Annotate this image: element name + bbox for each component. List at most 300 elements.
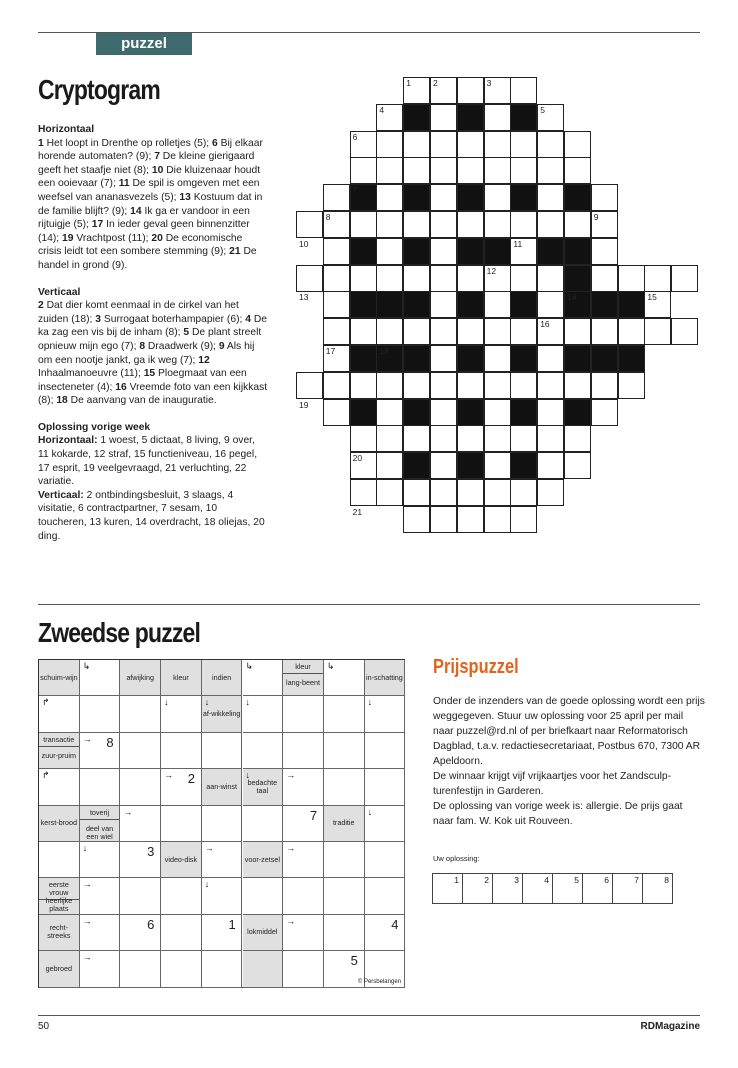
answer-cell[interactable] bbox=[161, 733, 202, 769]
grid-cell[interactable] bbox=[591, 372, 618, 399]
answer-cell[interactable] bbox=[324, 696, 365, 732]
grid-cell[interactable] bbox=[644, 318, 671, 345]
clue-text: zuur-pruim bbox=[41, 750, 77, 760]
answer-cell[interactable] bbox=[283, 806, 324, 842]
grid-cell[interactable] bbox=[376, 318, 403, 345]
black-cell bbox=[350, 238, 377, 265]
oplossing-h-text: 1 woest, 5 dictaat, 8 living, 9 over, 11 kokarde, 12 straf, 15 functieniveau, 16 pegel, 17 esprit, 19 veelgevraagd, 21 verluchting, 22 variatie. bbox=[38, 435, 258, 488]
answer-cell[interactable] bbox=[365, 878, 406, 914]
grid-cell[interactable] bbox=[350, 318, 377, 345]
grid-number: 4 bbox=[379, 104, 385, 115]
grid-cell[interactable] bbox=[510, 506, 537, 533]
black-cell bbox=[457, 184, 484, 211]
clue-cell bbox=[243, 915, 284, 951]
answer-cell[interactable] bbox=[120, 842, 161, 878]
answer-cell[interactable] bbox=[324, 842, 365, 878]
answer-cell[interactable] bbox=[324, 915, 365, 951]
clue-text: Ik ga er vandoor in een rijtuigje (5); bbox=[38, 205, 250, 231]
grid-cell[interactable] bbox=[564, 318, 591, 345]
clue-text: eerste vrouw bbox=[39, 881, 79, 900]
grid-cell[interactable] bbox=[510, 425, 537, 452]
grid-cell[interactable] bbox=[484, 345, 511, 372]
grid-cell[interactable] bbox=[564, 211, 591, 238]
grid-cell[interactable] bbox=[376, 211, 403, 238]
solution-box[interactable] bbox=[462, 873, 493, 904]
clue-text: schuim-wijn bbox=[40, 672, 78, 682]
grid-cell[interactable] bbox=[510, 265, 537, 292]
black-cell bbox=[350, 345, 377, 372]
grid-cell[interactable] bbox=[591, 318, 618, 345]
arrow-icon: ↓ bbox=[367, 806, 373, 817]
arrow-icon: → bbox=[82, 952, 92, 963]
grid-cell[interactable] bbox=[430, 399, 457, 426]
black-cell bbox=[403, 291, 430, 318]
grid-cell[interactable] bbox=[564, 452, 591, 479]
prijs-paragraph: De winnaar krijgt vijf vrijkaartjes voor het Zandsculp-turenfestijn in Garderen. bbox=[433, 771, 672, 797]
clue-cell bbox=[80, 806, 121, 842]
answer-cell[interactable] bbox=[202, 951, 243, 987]
grid-cell[interactable] bbox=[323, 238, 350, 265]
answer-cell[interactable] bbox=[202, 915, 243, 951]
uw-oplossing-label: Uw oplossing: bbox=[433, 854, 480, 863]
arrow-icon: → bbox=[82, 733, 92, 744]
grid-cell[interactable] bbox=[403, 131, 430, 158]
grid-cell[interactable] bbox=[484, 506, 511, 533]
grid-cell[interactable] bbox=[484, 399, 511, 426]
clue-cell bbox=[243, 842, 284, 878]
grid-number: 21 bbox=[352, 506, 363, 517]
grid-cell[interactable] bbox=[376, 238, 403, 265]
grid-cell[interactable] bbox=[537, 372, 564, 399]
answer-cell[interactable] bbox=[120, 769, 161, 805]
answer-cell[interactable] bbox=[161, 806, 202, 842]
arrow-icon: ↓ bbox=[245, 697, 250, 708]
grid-cell[interactable] bbox=[376, 479, 403, 506]
answer-cell[interactable] bbox=[161, 878, 202, 914]
answer-cell[interactable] bbox=[283, 696, 324, 732]
clue-number: 1 bbox=[38, 137, 44, 149]
grid-cell[interactable] bbox=[618, 318, 645, 345]
clue-number: 2 bbox=[38, 300, 44, 312]
cell-number: 4 bbox=[391, 916, 399, 932]
grid-cell[interactable] bbox=[537, 184, 564, 211]
clue-text: heerlijke plaats bbox=[45, 896, 73, 914]
clue-number: 15 bbox=[143, 368, 156, 380]
grid-cell[interactable] bbox=[430, 184, 457, 211]
clue-number: 18 bbox=[56, 395, 68, 407]
grid-cell[interactable] bbox=[430, 345, 457, 372]
grid-cell[interactable] bbox=[484, 479, 511, 506]
answer-cell[interactable] bbox=[365, 842, 406, 878]
grid-number: 7 bbox=[352, 185, 358, 196]
answer-cell[interactable] bbox=[365, 769, 406, 805]
grid-cell[interactable] bbox=[350, 479, 377, 506]
grid-cell[interactable] bbox=[296, 265, 323, 292]
answer-cell[interactable] bbox=[161, 951, 202, 987]
clue-cell bbox=[161, 842, 202, 878]
black-cell bbox=[457, 345, 484, 372]
grid-cell[interactable] bbox=[591, 399, 618, 426]
clue-text: De economische crisis leidt tot een sombere stemming (9); bbox=[38, 232, 243, 258]
black-cell bbox=[564, 265, 591, 292]
clue-text: Bij elkaar horende automaten? (9); bbox=[38, 137, 263, 163]
grid-cell[interactable] bbox=[457, 211, 484, 238]
grid-cell[interactable] bbox=[618, 265, 645, 292]
grid-cell[interactable] bbox=[323, 318, 350, 345]
grid-cell[interactable] bbox=[457, 506, 484, 533]
answer-cell[interactable] bbox=[80, 696, 121, 732]
clue-cell bbox=[39, 733, 80, 769]
magazine-name: RDMagazine bbox=[640, 1021, 700, 1032]
grid-cell[interactable] bbox=[430, 372, 457, 399]
solution-box[interactable] bbox=[642, 873, 673, 904]
clue-text: Draadwerk (9); bbox=[145, 340, 219, 352]
answer-cell[interactable] bbox=[39, 842, 80, 878]
answer-cell[interactable] bbox=[120, 915, 161, 951]
grid-cell[interactable] bbox=[350, 211, 377, 238]
grid-cell[interactable] bbox=[430, 318, 457, 345]
verticaal-clues bbox=[38, 300, 267, 406]
grid-cell[interactable] bbox=[323, 265, 350, 292]
clue-text: Vrachtpost (11); bbox=[73, 232, 152, 244]
grid-number: 15 bbox=[647, 292, 657, 303]
grid-cell[interactable] bbox=[376, 425, 403, 452]
clue-cell bbox=[39, 915, 80, 951]
clue-number: 7 bbox=[154, 151, 160, 163]
clue-text: De spil is omgeven met een weefsel van ananasvezels (5); bbox=[38, 178, 260, 203]
grid-cell[interactable] bbox=[457, 425, 484, 452]
grid-cell[interactable] bbox=[537, 399, 564, 426]
clue-cell bbox=[39, 878, 80, 914]
grid-cell[interactable] bbox=[430, 211, 457, 238]
grid-cell[interactable] bbox=[376, 131, 403, 158]
grid-cell[interactable] bbox=[430, 131, 457, 158]
answer-cell[interactable] bbox=[80, 769, 121, 805]
grid-cell[interactable] bbox=[510, 131, 537, 158]
grid-cell[interactable] bbox=[484, 425, 511, 452]
grid-cell[interactable] bbox=[430, 506, 457, 533]
grid-number: 2 bbox=[433, 78, 438, 88]
answer-cell[interactable] bbox=[324, 769, 365, 805]
clue-number: 20 bbox=[151, 232, 163, 244]
clue-text: gebroed bbox=[45, 963, 73, 973]
grid-cell[interactable] bbox=[537, 425, 564, 452]
clue-number: 19 bbox=[62, 232, 74, 244]
grid-cell[interactable] bbox=[403, 372, 430, 399]
answer-cell[interactable] bbox=[120, 696, 161, 732]
arrow-icon: ↓ bbox=[204, 697, 210, 708]
solution-number: 7 bbox=[634, 875, 639, 885]
cell-number: 3 bbox=[147, 844, 155, 859]
horizontaal-heading: Horizontaal bbox=[38, 124, 95, 135]
answer-cell[interactable] bbox=[202, 806, 243, 842]
clue-text: De plant streelt opnieuw mijn ego (7); bbox=[38, 327, 262, 352]
grid-number: 8 bbox=[325, 212, 331, 222]
clue-text: Ploegmaat van een insecteneter (4); bbox=[38, 368, 247, 393]
answer-cell[interactable] bbox=[202, 733, 243, 769]
black-cell bbox=[537, 238, 564, 265]
grid-cell[interactable] bbox=[537, 211, 564, 238]
footer-rule bbox=[38, 1015, 700, 1016]
grid-cell[interactable] bbox=[403, 211, 430, 238]
grid-cell[interactable] bbox=[430, 238, 457, 265]
grid-cell[interactable] bbox=[457, 131, 484, 158]
black-cell bbox=[457, 104, 484, 131]
solution-box[interactable] bbox=[432, 873, 463, 904]
clue-text: in-schatting bbox=[366, 672, 403, 682]
grid-cell[interactable] bbox=[564, 157, 591, 184]
grid-cell[interactable] bbox=[644, 265, 671, 292]
grid-cell[interactable] bbox=[484, 291, 511, 318]
grid-cell[interactable] bbox=[376, 399, 403, 426]
black-cell bbox=[564, 399, 591, 426]
grid-cell[interactable] bbox=[457, 372, 484, 399]
arrow-icon: → bbox=[204, 843, 214, 853]
cell-number: 2 bbox=[187, 771, 196, 787]
clue-number: 14 bbox=[130, 205, 142, 217]
answer-cell[interactable] bbox=[161, 915, 202, 951]
grid-cell[interactable] bbox=[510, 77, 537, 104]
grid-cell[interactable] bbox=[430, 291, 457, 318]
grid-cell[interactable] bbox=[510, 479, 537, 506]
grid-cell[interactable] bbox=[510, 372, 537, 399]
grid-cell[interactable] bbox=[591, 184, 618, 211]
black-cell bbox=[591, 291, 618, 318]
answer-cell[interactable] bbox=[283, 878, 324, 914]
black-cell bbox=[510, 104, 537, 131]
grid-cell[interactable] bbox=[510, 318, 537, 345]
grid-cell[interactable] bbox=[671, 318, 698, 345]
grid-cell[interactable] bbox=[591, 238, 618, 265]
clue-text: transactie bbox=[39, 736, 79, 747]
grid-cell[interactable] bbox=[376, 184, 403, 211]
cryptogram-title: Cryptogram bbox=[38, 74, 160, 105]
clue-text: voor-zetsel bbox=[244, 854, 280, 864]
grid-cell[interactable] bbox=[564, 131, 591, 158]
grid-cell[interactable] bbox=[484, 131, 511, 158]
solution-number: 3 bbox=[514, 875, 519, 885]
clue-cell bbox=[324, 806, 365, 842]
grid-cell[interactable] bbox=[537, 291, 564, 318]
grid-cell[interactable] bbox=[484, 104, 511, 131]
black-cell bbox=[403, 238, 430, 265]
arrow-icon: ↳ bbox=[245, 661, 254, 671]
clue-text: deel van een wiel bbox=[85, 823, 114, 841]
prijs-paragraph: De oplossing van vorige week is: allergie. De prijs gaat naar fam. W. Kok uit Rouveen. bbox=[433, 801, 683, 827]
answer-cell[interactable] bbox=[243, 878, 284, 914]
arrow-icon: ↱ bbox=[42, 770, 50, 781]
grid-cell[interactable] bbox=[403, 506, 430, 533]
clue-cell bbox=[120, 660, 161, 696]
grid-cell[interactable] bbox=[376, 157, 403, 184]
grid-cell[interactable] bbox=[457, 77, 484, 104]
grid-cell[interactable] bbox=[430, 157, 457, 184]
grid-number: 6 bbox=[352, 131, 358, 142]
grid-cell[interactable] bbox=[457, 265, 484, 292]
grid-cell[interactable] bbox=[376, 372, 403, 399]
arrow-icon: → bbox=[286, 843, 296, 853]
grid-cell[interactable] bbox=[671, 265, 698, 292]
grid-cell[interactable] bbox=[430, 104, 457, 131]
grid-cell[interactable] bbox=[484, 372, 511, 399]
answer-cell[interactable] bbox=[243, 806, 284, 842]
black-cell bbox=[403, 452, 430, 479]
grid-cell[interactable] bbox=[403, 265, 430, 292]
clue-text: Inhaalmanoeuvre (11); bbox=[38, 368, 144, 380]
black-cell bbox=[457, 452, 484, 479]
solution-box[interactable] bbox=[492, 873, 523, 904]
clue-number: 21 bbox=[229, 246, 241, 258]
clue-number: 13 bbox=[179, 191, 191, 203]
arrow-icon: → bbox=[286, 915, 296, 926]
grid-cell[interactable] bbox=[376, 265, 403, 292]
grid-cell[interactable] bbox=[296, 372, 323, 399]
grid-cell[interactable] bbox=[484, 157, 511, 184]
grid-cell[interactable] bbox=[510, 211, 537, 238]
grid-cell[interactable] bbox=[350, 265, 377, 292]
clue-cell bbox=[202, 660, 243, 696]
grid-cell[interactable] bbox=[591, 265, 618, 292]
oplossing-v-text: 2 ontbindingsbesluit, 3 slaags, 4 visitatie, 6 contractpartner, 7 sesam, 10 toucheren, 13 kuren, 14 overdracht, 18 oliejas, 20 ding. bbox=[38, 489, 265, 542]
arrow-icon: ↓ bbox=[245, 770, 250, 781]
grid-cell[interactable] bbox=[564, 425, 591, 452]
answer-cell[interactable] bbox=[120, 878, 161, 914]
clue-text: In ieder geval geen binnenzitter (14); bbox=[38, 219, 250, 244]
arrow-icon: → bbox=[164, 770, 174, 781]
grid-cell[interactable] bbox=[537, 157, 564, 184]
clue-cell bbox=[243, 951, 284, 987]
clue-number: 17 bbox=[91, 219, 104, 231]
grid-cell[interactable] bbox=[296, 211, 323, 238]
arrow-icon: ↓ bbox=[82, 843, 88, 853]
answer-cell[interactable] bbox=[283, 951, 324, 987]
black-cell bbox=[403, 104, 430, 131]
clue-text: kleur bbox=[283, 663, 323, 674]
clue-number: 11 bbox=[118, 178, 130, 190]
black-cell bbox=[564, 184, 591, 211]
answer-cell[interactable] bbox=[283, 733, 324, 769]
grid-cell[interactable] bbox=[350, 157, 377, 184]
grid-cell[interactable] bbox=[537, 479, 564, 506]
grid-cell[interactable] bbox=[323, 291, 350, 318]
oplossing-heading: Oplossing vorige week bbox=[38, 421, 151, 433]
answer-cell[interactable] bbox=[120, 733, 161, 769]
grid-cell[interactable] bbox=[484, 318, 511, 345]
clue-text: video-disk bbox=[164, 854, 198, 864]
grid-cell[interactable] bbox=[430, 265, 457, 292]
clue-number: 6 bbox=[212, 137, 218, 149]
grid-cell[interactable] bbox=[430, 479, 457, 506]
clue-text: De ka zag een vis bij de inham (8); bbox=[38, 313, 267, 339]
clue-text: kerst-brood bbox=[40, 818, 78, 828]
black-cell bbox=[484, 238, 511, 265]
grid-cell[interactable] bbox=[376, 452, 403, 479]
black-cell bbox=[618, 291, 645, 318]
black-cell bbox=[510, 345, 537, 372]
clue-text: aan-winst bbox=[206, 781, 238, 791]
answer-cell[interactable] bbox=[243, 733, 284, 769]
grid-cell[interactable] bbox=[430, 425, 457, 452]
grid-cell[interactable] bbox=[457, 318, 484, 345]
grid-cell[interactable] bbox=[403, 157, 430, 184]
black-cell bbox=[510, 184, 537, 211]
black-cell bbox=[350, 399, 377, 426]
grid-cell[interactable] bbox=[537, 345, 564, 372]
grid-cell[interactable] bbox=[403, 318, 430, 345]
grid-cell[interactable] bbox=[537, 131, 564, 158]
arrow-icon: ↓ bbox=[367, 697, 373, 708]
answer-cell[interactable] bbox=[365, 733, 406, 769]
answer-cell[interactable] bbox=[324, 878, 365, 914]
clue-number: 8 bbox=[139, 340, 146, 352]
grid-cell[interactable] bbox=[457, 479, 484, 506]
black-cell bbox=[403, 399, 430, 426]
grid-cell[interactable] bbox=[537, 265, 564, 292]
grid-cell[interactable] bbox=[350, 425, 377, 452]
grid-cell[interactable] bbox=[323, 372, 350, 399]
grid-cell[interactable] bbox=[350, 372, 377, 399]
grid-number: 14 bbox=[567, 292, 577, 303]
black-cell bbox=[564, 238, 591, 265]
grid-cell[interactable] bbox=[484, 452, 511, 479]
grid-number: 1 bbox=[406, 78, 411, 88]
grid-cell[interactable] bbox=[403, 425, 430, 452]
grid-cell[interactable] bbox=[510, 157, 537, 184]
solution-box[interactable] bbox=[612, 873, 643, 904]
prijspuzzel-title: Prijspuzzel bbox=[433, 656, 519, 678]
arrow-icon: ↓ bbox=[164, 697, 169, 708]
grid-cell[interactable] bbox=[403, 479, 430, 506]
grid-number: 16 bbox=[540, 319, 550, 330]
black-cell bbox=[403, 345, 430, 372]
clue-number: 3 bbox=[95, 313, 101, 325]
grid-cell[interactable] bbox=[537, 452, 564, 479]
cryptogram-clues bbox=[38, 123, 268, 556]
grid-cell[interactable] bbox=[457, 157, 484, 184]
grid-cell[interactable] bbox=[323, 184, 350, 211]
clue-text: lokmiddel bbox=[247, 927, 278, 937]
grid-cell[interactable] bbox=[484, 184, 511, 211]
solution-boxes bbox=[433, 873, 673, 904]
black-cell bbox=[564, 345, 591, 372]
grid-cell[interactable] bbox=[618, 372, 645, 399]
clue-text: De aanvang van de inauguratie. bbox=[67, 395, 217, 407]
horizontaal-clues bbox=[38, 138, 263, 271]
grid-cell[interactable] bbox=[430, 452, 457, 479]
grid-cell[interactable] bbox=[564, 372, 591, 399]
grid-number: 13 bbox=[299, 292, 309, 303]
grid-number: 19 bbox=[299, 399, 309, 410]
cell-number: 6 bbox=[147, 916, 155, 932]
solution-box[interactable] bbox=[552, 873, 583, 904]
grid-cell[interactable] bbox=[484, 211, 511, 238]
grid-number: 20 bbox=[352, 453, 363, 464]
answer-cell[interactable] bbox=[365, 915, 406, 951]
clue-text: kleur bbox=[173, 672, 189, 682]
solution-number: 2 bbox=[484, 875, 489, 885]
answer-cell[interactable] bbox=[324, 733, 365, 769]
clue-text: traditie bbox=[332, 818, 355, 828]
clue-text: Kostuum dat in de familie blijft? (9); bbox=[38, 191, 263, 217]
grid-cell[interactable] bbox=[323, 399, 350, 426]
grid-number: 9 bbox=[593, 212, 599, 222]
clue-text: bedachte taal bbox=[247, 777, 278, 795]
oplossing-h-label: Horizontaal: bbox=[38, 435, 98, 447]
solution-box[interactable] bbox=[522, 873, 553, 904]
grid-number: 12 bbox=[486, 265, 497, 276]
solution-box[interactable] bbox=[582, 873, 613, 904]
answer-cell[interactable] bbox=[120, 951, 161, 987]
